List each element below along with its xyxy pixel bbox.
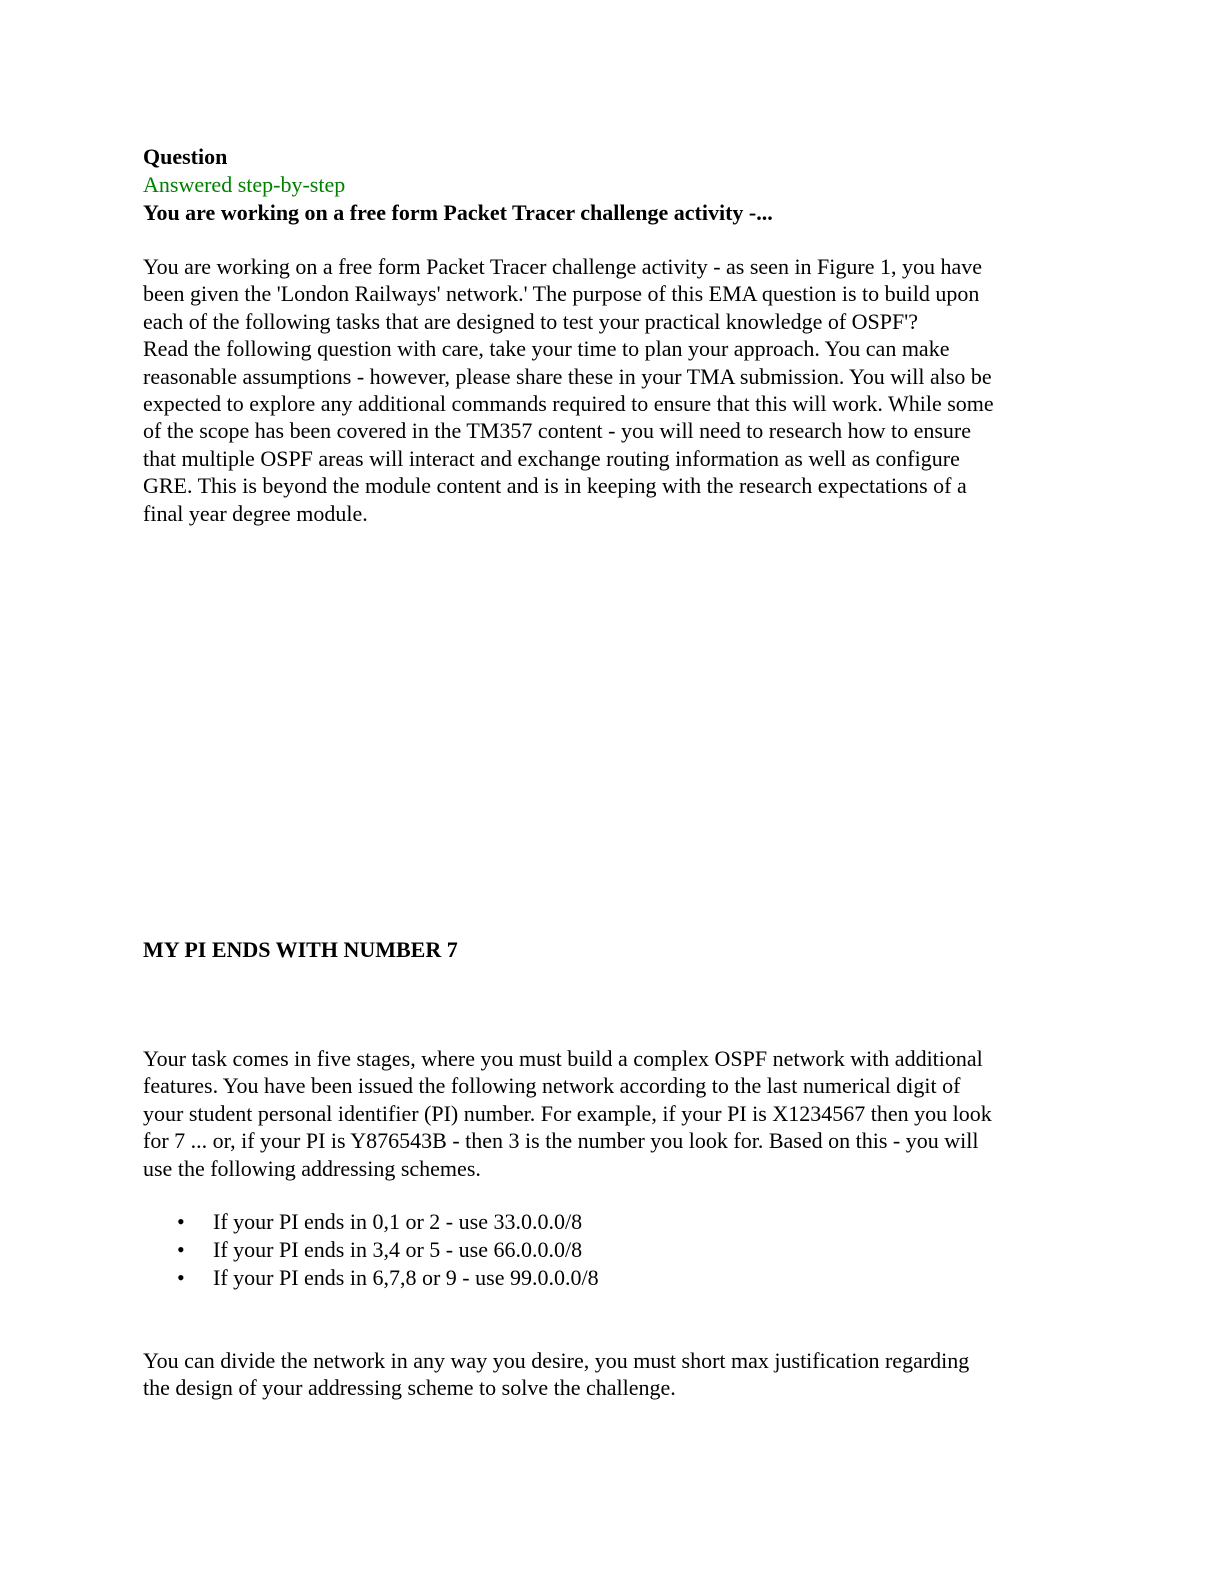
intro-line: You are working on a free form Packet Tracer challenge activity - as seen in Figure 1, you have bbox=[143, 254, 983, 279]
intro-line: reasonable assumptions - however, please share these in your TMA submission. You will also be bbox=[143, 363, 992, 389]
closing-paragraph bbox=[143, 1347, 1083, 1402]
task-line: use the following addressing schemes. bbox=[143, 1155, 481, 1181]
question-title: You are working on a free form Packet Tracer challenge activity -... bbox=[143, 200, 773, 225]
intro-line: of the scope has been covered in the TM357 content - you will need to research how to ensure bbox=[143, 418, 971, 444]
task-line: features. You have been issued the following network according to the last numerical digit of bbox=[143, 1073, 961, 1099]
list-item bbox=[143, 1264, 599, 1292]
intro-line: that multiple OSPF areas will interact and exchange routing information as well as configure bbox=[143, 445, 960, 471]
intro-paragraph bbox=[143, 253, 1083, 527]
intro-line: been given the 'London Railways' network.' The purpose of this EMA question is to build upon bbox=[143, 281, 980, 307]
bullet-icon: • bbox=[177, 1265, 185, 1290]
task-line: for 7 ... or, if your PI is Y876543B - then 3 is the number you look for. Based on this - you will bbox=[143, 1128, 979, 1154]
pi-heading: MY PI ENDS WITH NUMBER 7 bbox=[143, 937, 458, 962]
task-paragraph bbox=[143, 1045, 1083, 1182]
answered-status: Answered step-by-step bbox=[143, 172, 346, 197]
closing-line: You can divide the network in any way you desire, you must short max justification regarding bbox=[143, 1348, 970, 1373]
intro-line: expected to explore any additional commands required to ensure that this will work. While some bbox=[143, 391, 994, 417]
intro-line: Read the following question with care, take your time to plan your approach. You can make bbox=[143, 336, 950, 362]
addressing-scheme-list bbox=[143, 1208, 599, 1292]
bullet-icon: • bbox=[177, 1237, 185, 1262]
closing-line: the design of your addressing scheme to solve the challenge. bbox=[143, 1375, 676, 1401]
list-item-text: If your PI ends in 3,4 or 5 - use 66.0.0.0/8 bbox=[213, 1237, 583, 1262]
intro-line: each of the following tasks that are designed to test your practical knowledge of OSPF'? bbox=[143, 308, 918, 334]
task-line: Your task comes in five stages, where you must build a complex OSPF network with additional bbox=[143, 1046, 983, 1071]
bullet-icon: • bbox=[177, 1209, 185, 1234]
intro-line: GRE. This is beyond the module content and is in keeping with the research expectations of a bbox=[143, 473, 967, 499]
list-item bbox=[143, 1208, 599, 1236]
list-item-text: If your PI ends in 0,1 or 2 - use 33.0.0.0/8 bbox=[213, 1209, 583, 1234]
task-line: your student personal identifier (PI) number. For example, if your PI is X1234567 then you look bbox=[143, 1100, 992, 1126]
question-label: Question bbox=[143, 144, 228, 169]
intro-line: final year degree module. bbox=[143, 500, 368, 526]
list-item-text: If your PI ends in 6,7,8 or 9 - use 99.0.0.0/8 bbox=[213, 1265, 599, 1290]
list-item bbox=[143, 1236, 599, 1264]
